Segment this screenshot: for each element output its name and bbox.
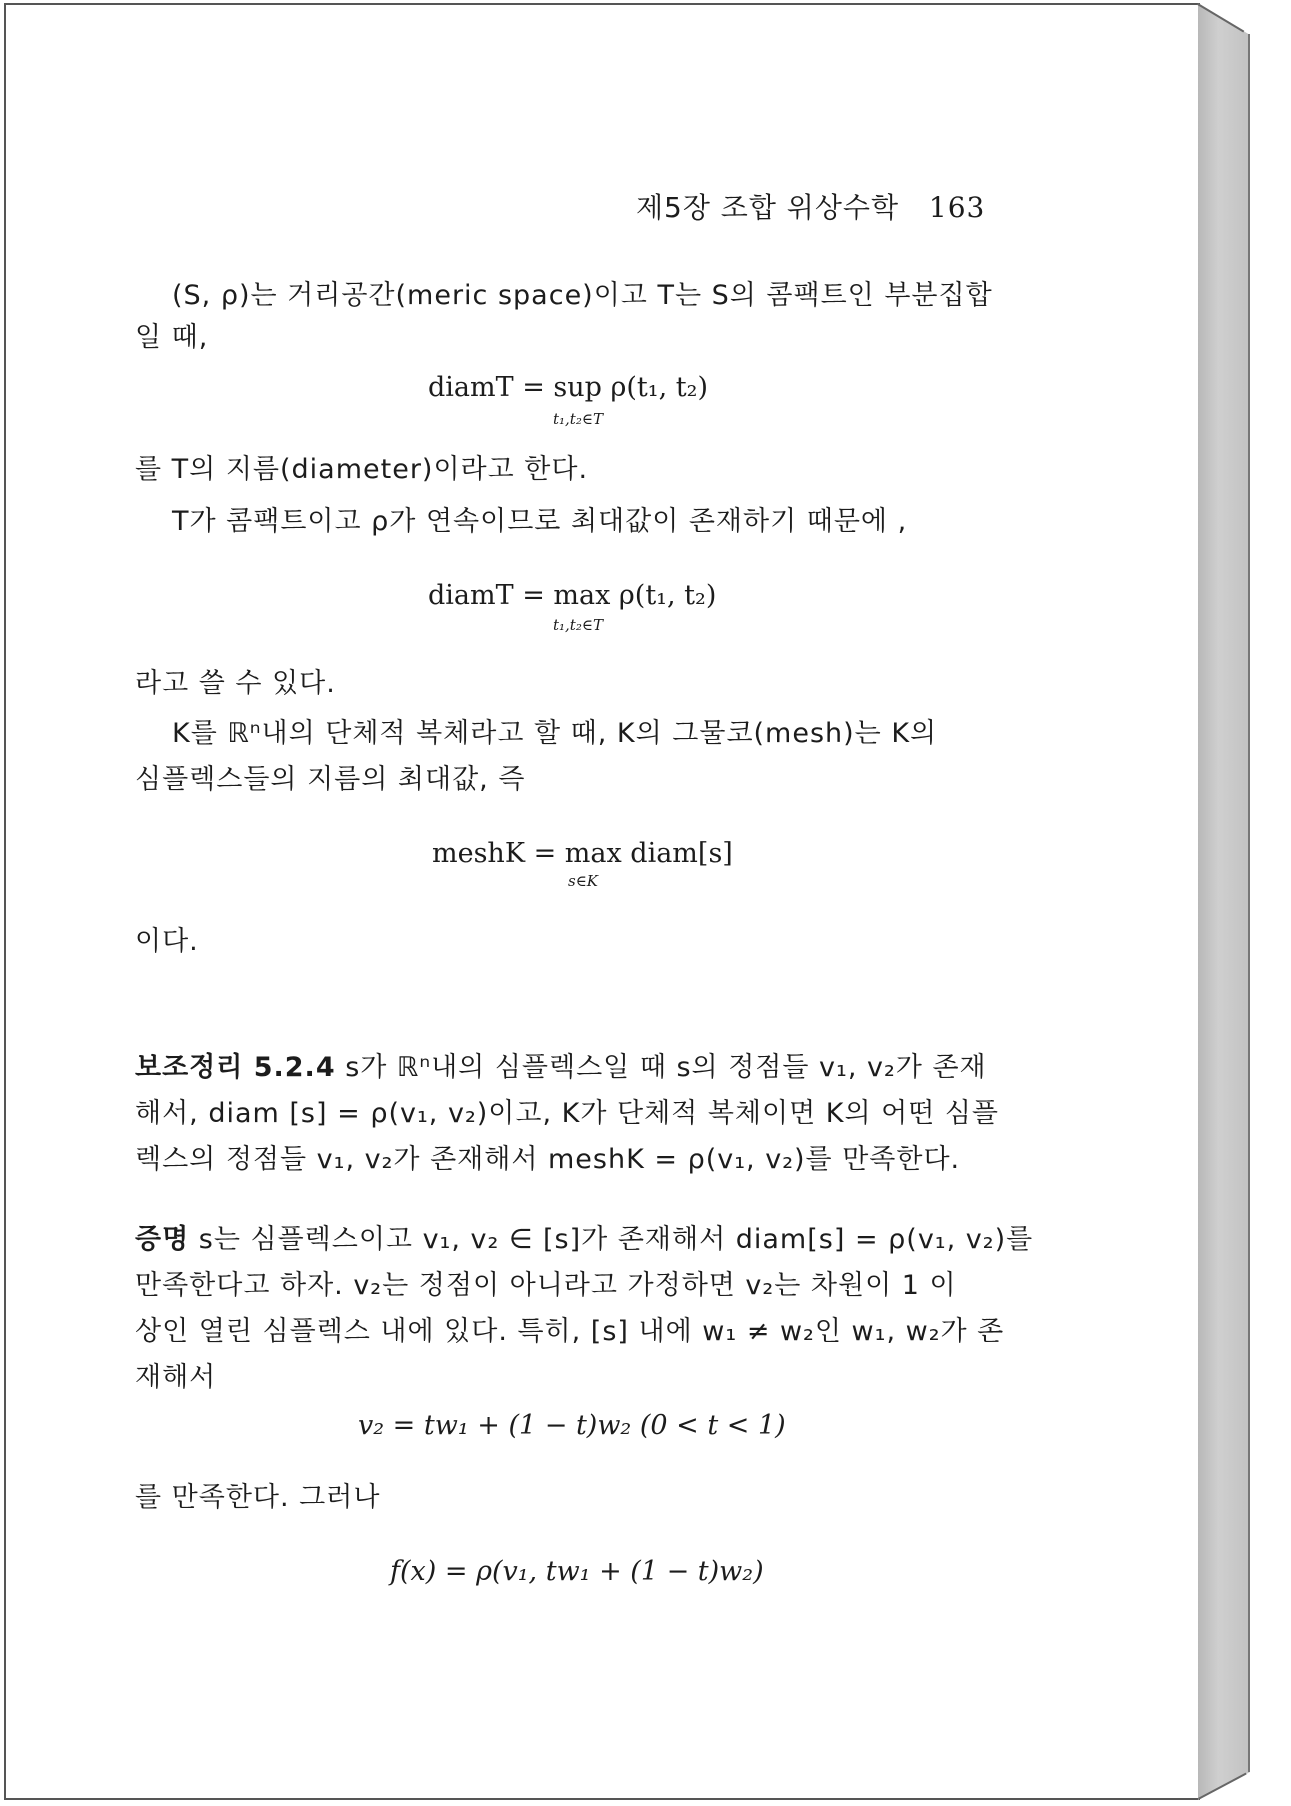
equation-subscript: t₁,t₂∈T bbox=[553, 616, 603, 634]
equation-subscript: s∈K bbox=[568, 872, 599, 890]
equation: v₂ = tw₁ + (1 − t)w₂ (0 < t < 1) bbox=[358, 1410, 786, 1441]
paragraph-line: 이다. bbox=[135, 926, 199, 957]
page-edge bbox=[1198, 3, 1250, 1800]
page-edge-line bbox=[1248, 34, 1250, 1772]
paragraph-line: 를 T의 지름(diameter)이라고 한다. bbox=[135, 454, 589, 485]
proof-line: 만족한다고 하자. v₂는 정점이 아니라고 가정하면 v₂는 차원이 1 이 bbox=[135, 1270, 957, 1301]
book-page bbox=[4, 3, 1200, 1800]
equation: meshK = max diam[s] bbox=[432, 838, 733, 869]
paragraph-line: (S, ρ)는 거리공간(meric space)이고 T는 S의 콤팩트인 부분집합 bbox=[172, 280, 993, 311]
paragraph-line: 일 때, bbox=[135, 322, 209, 353]
proof-text: s는 심플렉스이고 v₁, v₂ ∈ [s]가 존재해서 diam[s] = ρ(v₁, v₂)를 bbox=[198, 1224, 1034, 1255]
chapter-title: 제5장 조합 위상수학 bbox=[636, 191, 900, 224]
equation: diamT = sup ρ(t₁, t₂) bbox=[428, 372, 708, 403]
equation: diamT = max ρ(t₁, t₂) bbox=[428, 580, 717, 611]
paragraph-line: K를 ℝⁿ내의 단체적 복체라고 할 때, K의 그물코(mesh)는 K의 bbox=[172, 718, 938, 749]
page-number: 163 bbox=[928, 191, 986, 224]
paragraph-line: 라고 쓸 수 있다. bbox=[135, 668, 336, 699]
proof-title: 증명 bbox=[135, 1224, 190, 1255]
lemma-text: s가 ℝⁿ내의 심플렉스일 때 s의 정점들 v₁, v₂가 존재 bbox=[345, 1052, 987, 1083]
lemma-line: 해서, diam [s] = ρ(v₁, v₂)이고, K가 단체적 복체이면 K의 어떤 심플 bbox=[135, 1098, 1000, 1129]
lemma-line: 렉스의 정점들 v₁, v₂가 존재해서 meshK = ρ(v₁, v₂)를 만족한다. bbox=[135, 1144, 961, 1175]
equation-subscript: t₁,t₂∈T bbox=[553, 410, 603, 428]
proof-line: 를 만족한다. 그러나 bbox=[135, 1482, 381, 1513]
lemma-title: 보조정리 5.2.4 bbox=[135, 1052, 336, 1083]
paragraph-line: 심플렉스들의 지름의 최대값, 즉 bbox=[135, 764, 526, 795]
paragraph-line: T가 콤팩트이고 ρ가 연속이므로 최대값이 존재하기 때문에 , bbox=[172, 506, 908, 537]
lemma-line bbox=[135, 1050, 987, 1086]
proof-line: 재해서 bbox=[135, 1362, 217, 1393]
running-header bbox=[636, 190, 985, 226]
proof-line: 상인 열린 심플렉스 내에 있다. 특히, [s] 내에 w₁ ≠ w₂인 w₁, w₂가 존 bbox=[135, 1316, 1005, 1347]
proof-line bbox=[135, 1222, 1033, 1258]
equation: f(x) = ρ(v₁, tw₁ + (1 − t)w₂) bbox=[390, 1556, 764, 1587]
